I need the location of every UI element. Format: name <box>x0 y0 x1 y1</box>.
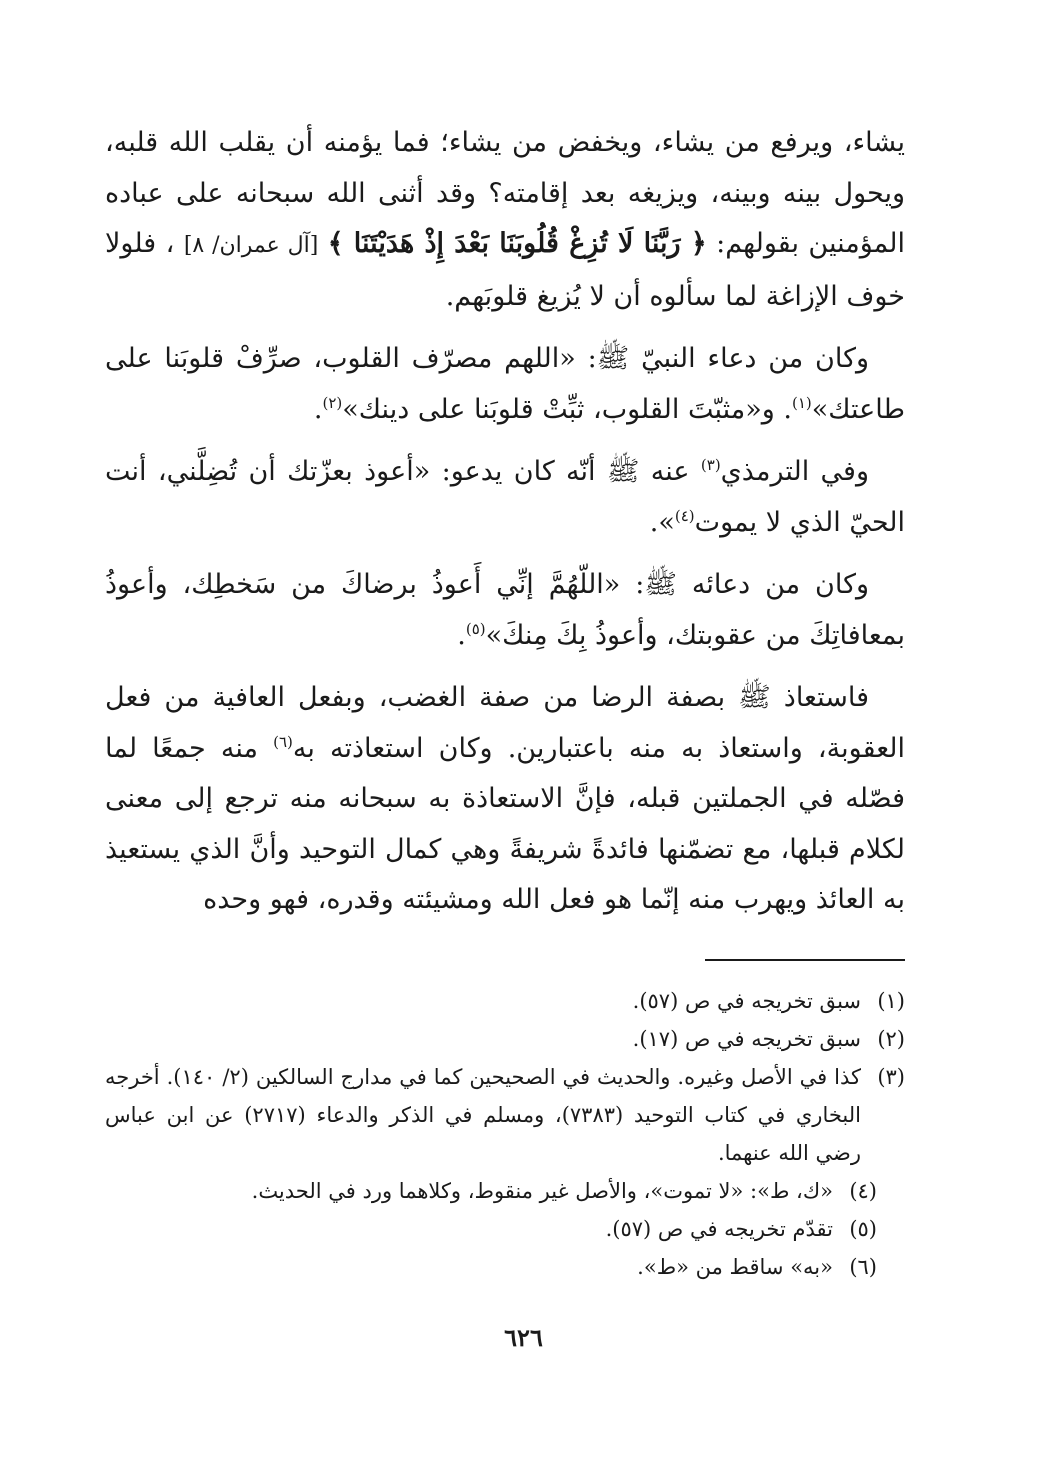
footnote-6 <box>105 1248 905 1286</box>
footnote-2 <box>105 1020 905 1058</box>
paragraph-1 <box>105 118 905 322</box>
footnote-3 <box>105 1058 905 1172</box>
verse-reference: [آل عمران/ ٨] <box>183 233 319 258</box>
footnote-marker[interactable]: (٥) <box>465 619 486 638</box>
footnote-text: تقدّم تخريجه في ص (٥٧). <box>605 1217 833 1241</box>
footnote-number: (٤) <box>849 1179 877 1203</box>
text-run: . و«مثبّتَ القلوب، ثبِّتْ قلوبَنا على دينك» <box>342 393 792 425</box>
footnotes <box>105 982 905 1286</box>
main-text <box>105 118 905 938</box>
text-run: ». <box>649 506 675 538</box>
text-run: ، فلولا خوف الإزاغة لما سألوه أن لا يُزيغ قلوبَهم. <box>105 228 905 312</box>
footnote-marker[interactable]: (٤) <box>674 506 695 525</box>
text-run: عنه ﷺ أنّه كان يدعو: «أعوذ بعزّتك أن تُضِلَّني، أنت الحيّ الذي لا يموت <box>105 456 905 538</box>
footnote-number: (٣) <box>877 1065 905 1089</box>
footnote-number: (١) <box>877 989 905 1013</box>
footnote-text: «به» ساقط من «ط». <box>637 1255 833 1279</box>
text-run: وكان من دعاء النبيّ ﷺ: «اللهم مصرّف القلوب، صرِّفْ قلوبَنا على طاعتك» <box>105 343 905 425</box>
footnote-number: (٥) <box>849 1217 877 1241</box>
page-number: ٦٢٦ <box>504 1323 543 1352</box>
text-run: . <box>313 393 323 425</box>
paragraph-5 <box>105 673 905 926</box>
footnote-divider <box>705 959 905 961</box>
footnote-number: (٢) <box>877 1027 905 1051</box>
footnote-marker[interactable]: (٢) <box>322 393 343 412</box>
paragraph-4 <box>105 560 905 661</box>
text-run: . <box>457 619 466 651</box>
text-run: فاستعاذ ﷺ بصفة الرضا من صفة الغضب، وبفعل العافية من فعل العقوبة، واستعاذ به منه باعتبارين. وكان استعاذته به <box>105 682 905 764</box>
footnote-marker[interactable]: (٦) <box>273 732 293 751</box>
paragraph-2 <box>105 334 905 435</box>
footnote-5 <box>105 1210 905 1248</box>
text-run: يشاء، ويرفع من يشاء، ويخفض من يشاء؛ فما يؤمنه أن يقلب الله قلبه، ويحول بينه وبينه، ويزيغه بعد إقامته؟ وقد أثنى الله سبحانه على عباده المؤمنين بقولهم: <box>105 127 905 259</box>
footnote-number: (٦) <box>849 1255 877 1279</box>
footnote-1 <box>105 982 905 1020</box>
footnote-marker[interactable]: (١) <box>791 393 812 412</box>
quran-verse: ﴿ رَبَّنَا لَا تُزِغْ قُلُوبَنَا بَعْدَ إِذْ هَدَيْتَنَا ﴾ <box>327 228 707 259</box>
footnote-text: سبق تخريجه في ص (١٧). <box>632 1027 861 1051</box>
footnote-marker[interactable]: (٣) <box>700 456 721 474</box>
paragraph-3 <box>105 447 905 548</box>
footnote-text: «ك، ط»: «لا تموت»، والأصل غير منقوط، وكلاهما ورد في الحديث. <box>251 1179 833 1203</box>
footnote-text: سبق تخريجه في ص (٥٧). <box>632 989 861 1013</box>
text-run: منه جمعًا لما فصّله في الجملتين قبله، فإنَّ الاستعاذة به سبحانه منه ترجع إلى معنى لكلام قبلها، مع تضمّنها فائدةً شريفةً وهي كمال التوحيد وأنَّ الذي يستعيذ به العائذ ويهرب منه إنّما هو فعل الله ومشيئته وقدره، فهو وحده <box>105 732 905 915</box>
footnote-text: كذا في الأصل وغيره. والحديث في الصحيحين كما في مدارج السالكين (٢/ ١٤٠). أخرجه البخاري في كتاب التوحيد (٧٣٨٣)، ومسلم في الذكر والدعاء (٢٧١٧) عن ابن عباس رضي الله عنهما. <box>105 1065 862 1165</box>
footnote-4 <box>105 1172 905 1210</box>
text-run: وكان من دعائه ﷺ: «اللّهُمَّ إنِّي أَعوذُ برضاكَ من سَخطِك، وأعوذُ بمعافاتِكَ من عقوبتك، وأعوذُ بِكَ مِنكَ» <box>105 569 905 651</box>
text-run: وفي الترمذي <box>720 456 870 487</box>
